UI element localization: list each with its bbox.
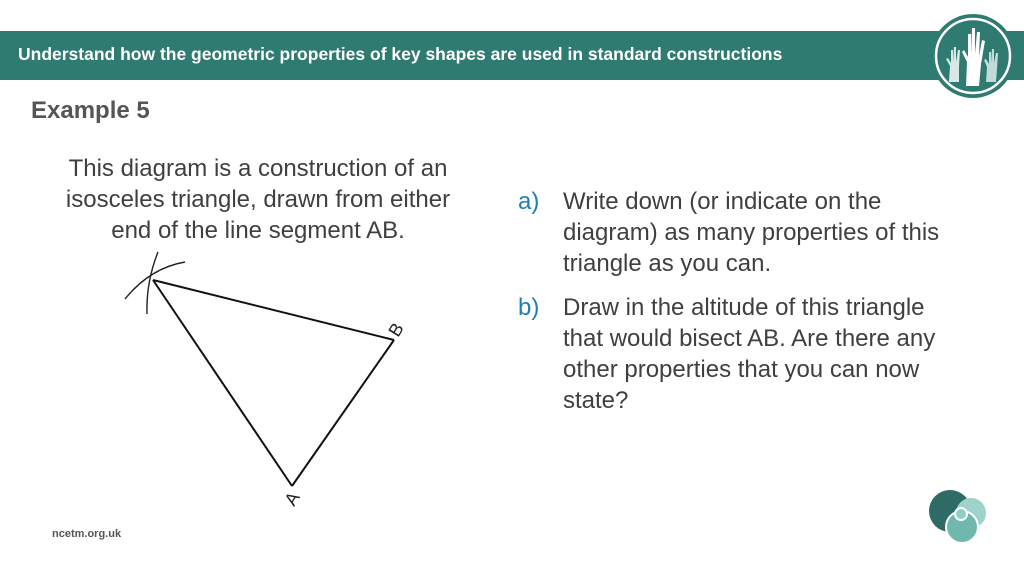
triangle-side <box>292 340 394 486</box>
vertex-label-a: A <box>280 488 304 510</box>
footer-site-link[interactable]: ncetm.org.uk <box>52 528 122 540</box>
triangle-side <box>153 280 394 340</box>
question-text <box>563 186 939 279</box>
intro-text <box>40 153 476 246</box>
example-title: Example 5 <box>31 97 150 124</box>
question-line: state? <box>563 387 629 414</box>
question-line: triangle as you can. <box>563 250 772 277</box>
question-line: Draw in the altitude of this triangle <box>563 294 925 321</box>
triangle-construction-diagram <box>100 245 440 520</box>
intro-line: isosceles triangle, drawn from either <box>65 186 451 213</box>
construction-arc <box>147 252 158 314</box>
question-marker: b) <box>518 294 540 321</box>
header-title: Understand how the geometric properties of key shapes are used in standard constructions <box>18 44 783 64</box>
question-line: that would bisect AB. Are there any <box>563 325 936 352</box>
triangle-side <box>153 280 292 486</box>
intro-line: This diagram is a construction of an <box>68 155 448 182</box>
question-list <box>518 186 998 429</box>
circles-logo-icon <box>925 487 991 547</box>
question-item <box>518 292 998 416</box>
vertex-label-b: B <box>384 319 408 341</box>
hands-logo-icon <box>929 12 1017 100</box>
question-marker: a) <box>518 188 540 215</box>
intro-line: end of the line segment AB. <box>111 217 405 244</box>
question-line: diagram) as many properties of this <box>563 219 940 246</box>
question-line: Write down (or indicate on the <box>563 188 882 215</box>
question-item <box>518 186 998 279</box>
question-line: other properties that you can now <box>563 356 920 383</box>
question-text <box>563 292 935 416</box>
